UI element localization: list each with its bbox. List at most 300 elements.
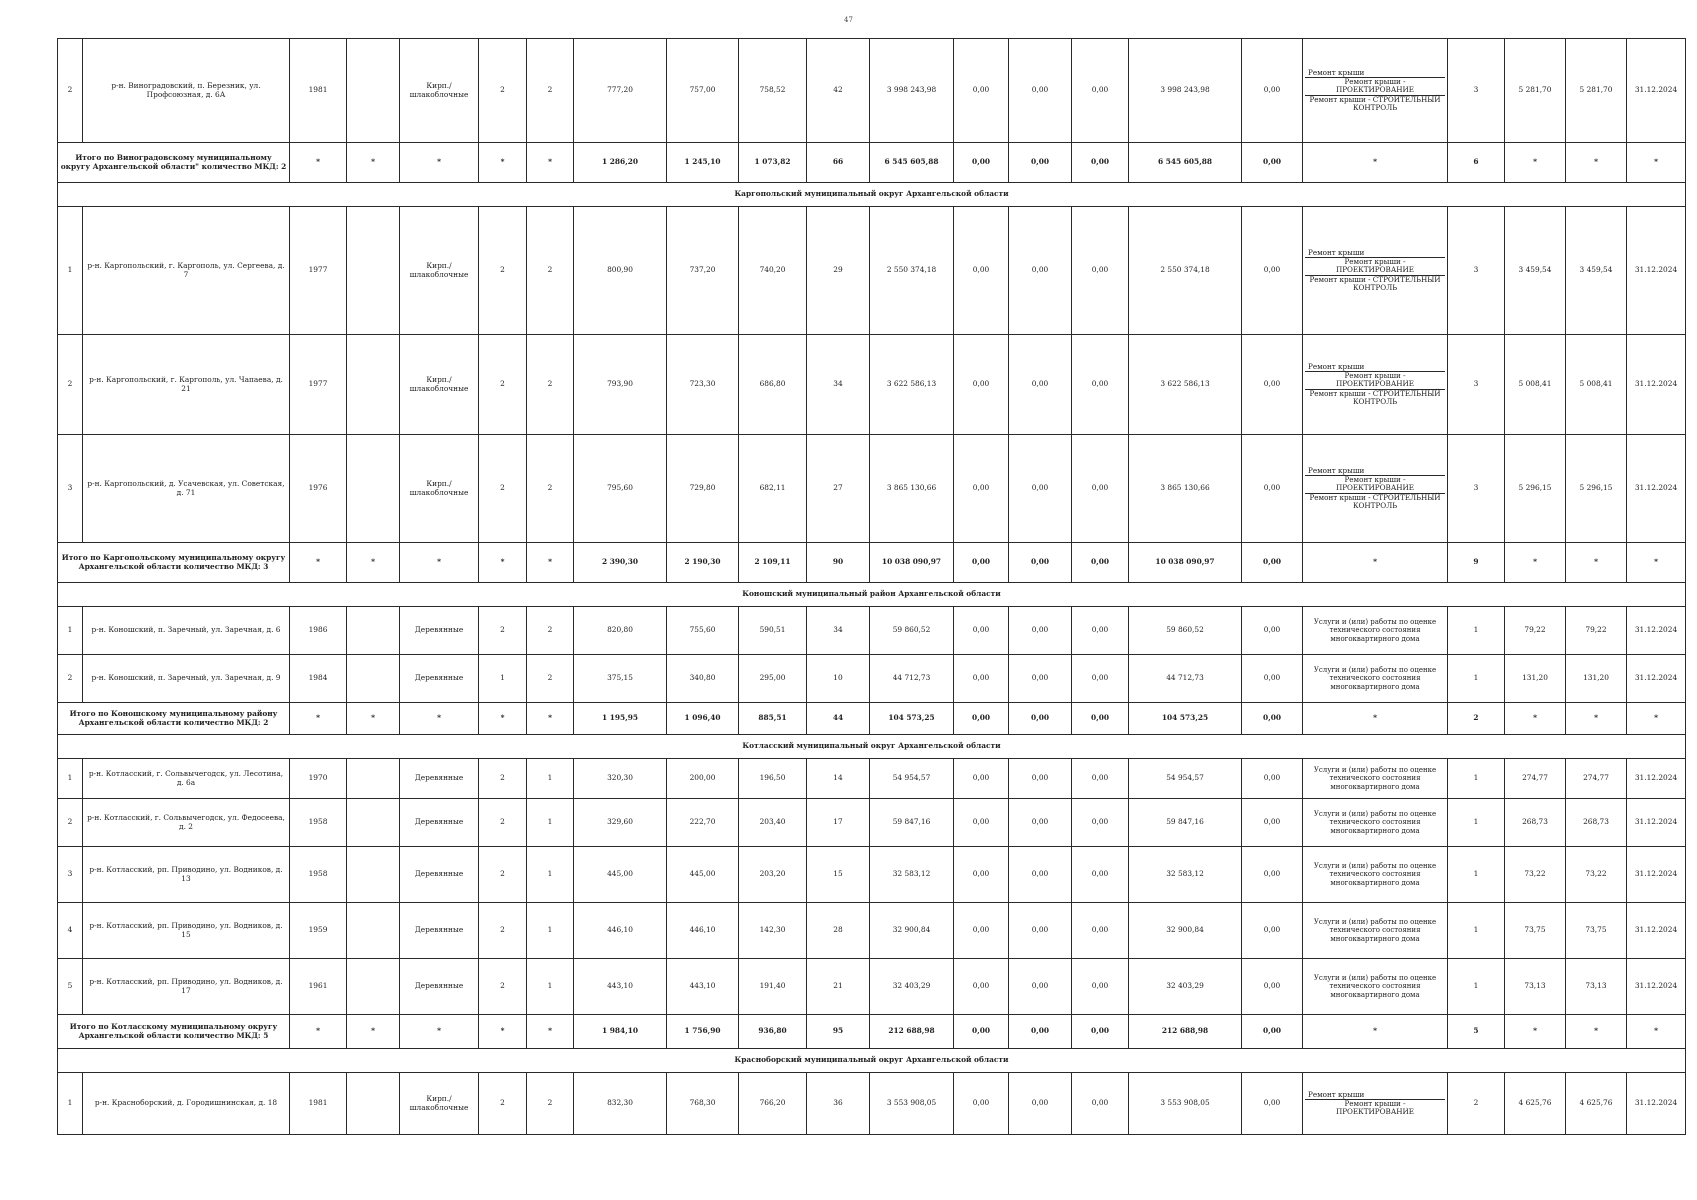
floors-count: 2 (479, 1073, 527, 1135)
value-f5: 0,00 (1242, 959, 1303, 1015)
value-people: 29 (807, 207, 870, 335)
value-a3: 766,20 (739, 1073, 807, 1135)
placeholder-star: * (1505, 703, 1566, 735)
works-count: 3 (1448, 39, 1505, 143)
placeholder-star: * (400, 543, 479, 583)
work-item: Ремонт крыши - ПРОЕКТИРОВАНИЕ (1305, 1099, 1445, 1117)
value-f2: 0,00 (1009, 759, 1072, 799)
floors-count: 2 (479, 207, 527, 335)
value-f5: 0,00 (1242, 847, 1303, 903)
value-a1: 793,90 (574, 335, 667, 435)
wall-material: Деревянные (400, 759, 479, 799)
total-a3: 2 109,11 (739, 543, 807, 583)
total-people: 44 (807, 703, 870, 735)
value-f3: 0,00 (1072, 655, 1129, 703)
placeholder-star: * (479, 143, 527, 183)
placeholder-star: * (1627, 1015, 1686, 1049)
total-label: Итого по Виноградовскому муниципальному округу Архангельской области" количество МКД: 2 (58, 143, 290, 183)
wall-material: Деревянные (400, 903, 479, 959)
total-a2: 1 756,90 (667, 1015, 739, 1049)
table-row (58, 607, 1686, 655)
total-people: 95 (807, 1015, 870, 1049)
capital-repair-register-table (57, 38, 1686, 1135)
max-unit-price: 274,77 (1566, 759, 1627, 799)
total-f4: 10 038 090,97 (1129, 543, 1242, 583)
empty-cell (347, 207, 400, 335)
total-f2: 0,00 (1009, 143, 1072, 183)
row-number: 5 (58, 959, 83, 1015)
placeholder-star: * (1627, 703, 1686, 735)
completion-date: 31.12.2024 (1627, 655, 1686, 703)
placeholder-star: * (527, 543, 574, 583)
works-count: 1 (1448, 607, 1505, 655)
table-body (58, 39, 1686, 1135)
placeholder-star: * (1566, 143, 1627, 183)
works-count: 1 (1448, 959, 1505, 1015)
works-count: 1 (1448, 759, 1505, 799)
placeholder-star: * (400, 1015, 479, 1049)
value-f5: 0,00 (1242, 39, 1303, 143)
total-cost: 212 688,98 (870, 1015, 954, 1049)
floors-count: 2 (479, 903, 527, 959)
row-number: 2 (58, 655, 83, 703)
value-f5: 0,00 (1242, 799, 1303, 847)
service-description: Услуги и (или) работы по оценке технического состояния многоквартирного дома (1303, 847, 1448, 903)
build-year: 1981 (290, 39, 347, 143)
total-f4: 212 688,98 (1129, 1015, 1242, 1049)
value-cost: 32 583,12 (870, 847, 954, 903)
value-a2: 446,10 (667, 903, 739, 959)
value-f5: 0,00 (1242, 903, 1303, 959)
build-year: 1961 (290, 959, 347, 1015)
max-unit-price: 268,73 (1566, 799, 1627, 847)
value-f1: 0,00 (954, 959, 1009, 1015)
value-a1: 445,00 (574, 847, 667, 903)
total-works-count: 9 (1448, 543, 1505, 583)
total-row (58, 1015, 1686, 1049)
placeholder-star: * (479, 543, 527, 583)
table-row (58, 1073, 1686, 1135)
value-people: 34 (807, 607, 870, 655)
value-f3: 0,00 (1072, 799, 1129, 847)
placeholder-star: * (527, 703, 574, 735)
value-f5: 0,00 (1242, 607, 1303, 655)
row-number: 3 (58, 435, 83, 543)
value-a1: 320,30 (574, 759, 667, 799)
value-a1: 795,60 (574, 435, 667, 543)
max-unit-price: 73,75 (1566, 903, 1627, 959)
value-cost: 3 622 586,13 (870, 335, 954, 435)
unit-price: 274,77 (1505, 759, 1566, 799)
placeholder-star: * (479, 703, 527, 735)
entrances-count: 2 (527, 1073, 574, 1135)
placeholder-star: * (290, 143, 347, 183)
table-row (58, 799, 1686, 847)
empty-cell (347, 759, 400, 799)
floors-count: 2 (479, 759, 527, 799)
completion-date: 31.12.2024 (1627, 335, 1686, 435)
value-f3: 0,00 (1072, 959, 1129, 1015)
row-number: 2 (58, 335, 83, 435)
page-number: 47 (844, 16, 853, 24)
total-a1: 1 286,20 (574, 143, 667, 183)
total-people: 66 (807, 143, 870, 183)
service-description: Услуги и (или) работы по оценке технического состояния многоквартирного дома (1303, 759, 1448, 799)
entrances-count: 1 (527, 759, 574, 799)
section-header-row (58, 183, 1686, 207)
build-year: 1958 (290, 847, 347, 903)
value-cost: 59 847,16 (870, 799, 954, 847)
value-f3: 0,00 (1072, 903, 1129, 959)
building-address: р-н. Котласский, рп. Приводино, ул. Водников, д. 15 (83, 903, 290, 959)
value-cost: 44 712,73 (870, 655, 954, 703)
build-year: 1959 (290, 903, 347, 959)
wall-material: Деревянные (400, 959, 479, 1015)
value-f1: 0,00 (954, 847, 1009, 903)
build-year: 1958 (290, 799, 347, 847)
placeholder-star: * (1505, 543, 1566, 583)
empty-cell (347, 799, 400, 847)
value-f1: 0,00 (954, 799, 1009, 847)
placeholder-star: * (527, 143, 574, 183)
section-header-row (58, 583, 1686, 607)
works-list (1305, 467, 1445, 510)
works-count: 3 (1448, 207, 1505, 335)
value-a1: 777,20 (574, 39, 667, 143)
total-f4: 6 545 605,88 (1129, 143, 1242, 183)
value-f4: 2 550 374,18 (1129, 207, 1242, 335)
total-label: Итого по Коношскому муниципальному району Архангельской области количество МКД: 2 (58, 703, 290, 735)
total-a1: 1 195,95 (574, 703, 667, 735)
entrances-count: 1 (527, 959, 574, 1015)
table-row (58, 903, 1686, 959)
work-item: Ремонт крыши - ПРОЕКТИРОВАНИЕ (1305, 257, 1445, 275)
building-address: р-н. Котласский, рп. Приводино, ул. Водников, д. 13 (83, 847, 290, 903)
build-year: 1986 (290, 607, 347, 655)
value-f2: 0,00 (1009, 847, 1072, 903)
placeholder-star: * (347, 143, 400, 183)
value-a1: 446,10 (574, 903, 667, 959)
value-f3: 0,00 (1072, 847, 1129, 903)
floors-count: 2 (479, 959, 527, 1015)
table-row (58, 655, 1686, 703)
placeholder-star: * (479, 1015, 527, 1049)
value-a2: 737,20 (667, 207, 739, 335)
entrances-count: 2 (527, 435, 574, 543)
wall-material: Деревянные (400, 655, 479, 703)
completion-date: 31.12.2024 (1627, 959, 1686, 1015)
entrances-count: 1 (527, 847, 574, 903)
empty-cell (347, 655, 400, 703)
work-item: Ремонт крыши - ПРОЕКТИРОВАНИЕ (1305, 475, 1445, 493)
section-header-row (58, 735, 1686, 759)
total-label: Итого по Каргопольскому муниципальному округу Архангельской области количество МКД: 3 (58, 543, 290, 583)
value-f1: 0,00 (954, 435, 1009, 543)
value-f5: 0,00 (1242, 1073, 1303, 1135)
floors-count: 2 (479, 799, 527, 847)
building-address: р-н. Котласский, г. Сольвычегодск, ул. Федосеева, д. 2 (83, 799, 290, 847)
total-a3: 885,51 (739, 703, 807, 735)
works-list (1305, 249, 1445, 292)
total-works-count: 6 (1448, 143, 1505, 183)
placeholder-star: * (1566, 703, 1627, 735)
value-a3: 295,00 (739, 655, 807, 703)
value-f5: 0,00 (1242, 759, 1303, 799)
wall-material: Кирп./ шлакоблочные (400, 39, 479, 143)
total-a3: 1 073,82 (739, 143, 807, 183)
work-item: Ремонт крыши (1308, 361, 1365, 371)
total-a3: 936,80 (739, 1015, 807, 1049)
placeholder-star: * (1566, 1015, 1627, 1049)
work-item: Ремонт крыши (1308, 1089, 1365, 1099)
placeholder-star: * (290, 703, 347, 735)
placeholder-star: * (400, 703, 479, 735)
max-unit-price: 5 281,70 (1566, 39, 1627, 143)
works-count: 1 (1448, 847, 1505, 903)
total-label: Итого по Котласскому муниципальному округу Архангельской области количество МКД: 5 (58, 1015, 290, 1049)
value-people: 15 (807, 847, 870, 903)
value-f1: 0,00 (954, 207, 1009, 335)
unit-price: 3 459,54 (1505, 207, 1566, 335)
total-f5: 0,00 (1242, 543, 1303, 583)
entrances-count: 2 (527, 39, 574, 143)
max-unit-price: 5 008,41 (1566, 335, 1627, 435)
wall-material: Кирп./ шлакоблочные (400, 207, 479, 335)
value-f3: 0,00 (1072, 1073, 1129, 1135)
value-f1: 0,00 (954, 903, 1009, 959)
value-a2: 768,30 (667, 1073, 739, 1135)
work-item: Ремонт крыши - ПРОЕКТИРОВАНИЕ (1305, 77, 1445, 95)
max-unit-price: 131,20 (1566, 655, 1627, 703)
wall-material: Деревянные (400, 847, 479, 903)
value-f2: 0,00 (1009, 959, 1072, 1015)
total-a1: 1 984,10 (574, 1015, 667, 1049)
building-address: р-н. Коношский, п. Заречный, ул. Заречная, д. 6 (83, 607, 290, 655)
value-a2: 443,10 (667, 959, 739, 1015)
build-year: 1977 (290, 207, 347, 335)
value-a3: 590,51 (739, 607, 807, 655)
work-item: Ремонт крыши - СТРОИТЕЛЬНЫЙ КОНТРОЛЬ (1305, 389, 1445, 407)
empty-cell (347, 607, 400, 655)
value-cost: 3 553 908,05 (870, 1073, 954, 1135)
value-a2: 723,30 (667, 335, 739, 435)
value-f5: 0,00 (1242, 435, 1303, 543)
value-f1: 0,00 (954, 607, 1009, 655)
max-unit-price: 73,22 (1566, 847, 1627, 903)
total-row (58, 703, 1686, 735)
value-a2: 200,00 (667, 759, 739, 799)
value-a3: 142,30 (739, 903, 807, 959)
value-f3: 0,00 (1072, 207, 1129, 335)
section-title: Красноборский муниципальный округ Архангельской области (58, 1049, 1686, 1073)
total-f2: 0,00 (1009, 1015, 1072, 1049)
unit-price: 4 625,76 (1505, 1073, 1566, 1135)
value-cost: 32 900,84 (870, 903, 954, 959)
row-number: 4 (58, 903, 83, 959)
value-people: 34 (807, 335, 870, 435)
works-list-cell (1303, 1073, 1448, 1135)
building-address: р-н. Коношский, п. Заречный, ул. Заречная, д. 9 (83, 655, 290, 703)
value-a1: 329,60 (574, 799, 667, 847)
total-works-count: 2 (1448, 703, 1505, 735)
total-a2: 2 190,30 (667, 543, 739, 583)
table-row (58, 335, 1686, 435)
value-people: 27 (807, 435, 870, 543)
empty-cell (347, 959, 400, 1015)
building-address: р-н. Каргопольский, д. Усачевская, ул. Советская, д. 71 (83, 435, 290, 543)
value-a3: 682,11 (739, 435, 807, 543)
works-list (1305, 69, 1445, 112)
entrances-count: 2 (527, 207, 574, 335)
row-number: 1 (58, 207, 83, 335)
wall-material: Деревянные (400, 799, 479, 847)
value-f3: 0,00 (1072, 39, 1129, 143)
value-cost: 2 550 374,18 (870, 207, 954, 335)
table-row (58, 207, 1686, 335)
value-cost: 3 865 130,66 (870, 435, 954, 543)
completion-date: 31.12.2024 (1627, 1073, 1686, 1135)
building-address: р-н. Каргопольский, г. Каргополь, ул. Чапаева, д. 21 (83, 335, 290, 435)
value-f4: 3 553 908,05 (1129, 1073, 1242, 1135)
value-f4: 54 954,57 (1129, 759, 1242, 799)
building-address: р-н. Каргопольский, г. Каргополь, ул. Сергеева, д. 7 (83, 207, 290, 335)
floors-count: 2 (479, 847, 527, 903)
total-a1: 2 390,30 (574, 543, 667, 583)
max-unit-price: 3 459,54 (1566, 207, 1627, 335)
floors-count: 2 (479, 335, 527, 435)
works-list (1305, 363, 1445, 406)
floors-count: 2 (479, 435, 527, 543)
value-f2: 0,00 (1009, 207, 1072, 335)
works-count: 1 (1448, 799, 1505, 847)
unit-price: 73,75 (1505, 903, 1566, 959)
value-f4: 44 712,73 (1129, 655, 1242, 703)
wall-material: Кирп./ шлакоблочные (400, 435, 479, 543)
completion-date: 31.12.2024 (1627, 207, 1686, 335)
max-unit-price: 5 296,15 (1566, 435, 1627, 543)
max-unit-price: 73,13 (1566, 959, 1627, 1015)
table-row (58, 759, 1686, 799)
value-a2: 729,80 (667, 435, 739, 543)
build-year: 1970 (290, 759, 347, 799)
completion-date: 31.12.2024 (1627, 607, 1686, 655)
value-a3: 191,40 (739, 959, 807, 1015)
total-f1: 0,00 (954, 543, 1009, 583)
value-f1: 0,00 (954, 655, 1009, 703)
placeholder-star: * (400, 143, 479, 183)
value-f3: 0,00 (1072, 435, 1129, 543)
value-people: 36 (807, 1073, 870, 1135)
unit-price: 79,22 (1505, 607, 1566, 655)
value-cost: 59 860,52 (870, 607, 954, 655)
total-f2: 0,00 (1009, 703, 1072, 735)
placeholder-star: * (1505, 143, 1566, 183)
placeholder-star: * (347, 543, 400, 583)
row-number: 1 (58, 1073, 83, 1135)
build-year: 1984 (290, 655, 347, 703)
building-address: р-н. Виноградовский, п. Березник, ул. Профсоюзная, д. 6А (83, 39, 290, 143)
placeholder-star: * (1505, 1015, 1566, 1049)
service-description: Услуги и (или) работы по оценке технического состояния многоквартирного дома (1303, 607, 1448, 655)
value-a2: 340,80 (667, 655, 739, 703)
total-f5: 0,00 (1242, 143, 1303, 183)
works-count: 1 (1448, 655, 1505, 703)
row-number: 1 (58, 607, 83, 655)
wall-material: Деревянные (400, 607, 479, 655)
value-a3: 203,20 (739, 847, 807, 903)
total-f3: 0,00 (1072, 543, 1129, 583)
value-f1: 0,00 (954, 335, 1009, 435)
work-item: Ремонт крыши (1308, 247, 1365, 257)
value-f2: 0,00 (1009, 607, 1072, 655)
section-title: Коношский муниципальный район Архангельской области (58, 583, 1686, 607)
value-people: 14 (807, 759, 870, 799)
row-number: 2 (58, 39, 83, 143)
value-f2: 0,00 (1009, 903, 1072, 959)
value-f2: 0,00 (1009, 335, 1072, 435)
completion-date: 31.12.2024 (1627, 435, 1686, 543)
placeholder-star: * (1303, 543, 1448, 583)
total-f5: 0,00 (1242, 703, 1303, 735)
placeholder-star: * (1303, 143, 1448, 183)
placeholder-star: * (1627, 543, 1686, 583)
section-title: Котласский муниципальный округ Архангельской области (58, 735, 1686, 759)
table-row (58, 435, 1686, 543)
value-f2: 0,00 (1009, 39, 1072, 143)
total-f1: 0,00 (954, 143, 1009, 183)
total-f1: 0,00 (954, 1015, 1009, 1049)
total-row (58, 143, 1686, 183)
value-f4: 59 860,52 (1129, 607, 1242, 655)
completion-date: 31.12.2024 (1627, 847, 1686, 903)
section-header-row (58, 1049, 1686, 1073)
placeholder-star: * (290, 543, 347, 583)
value-a1: 443,10 (574, 959, 667, 1015)
entrances-count: 2 (527, 607, 574, 655)
empty-cell (347, 903, 400, 959)
row-number: 3 (58, 847, 83, 903)
value-f5: 0,00 (1242, 335, 1303, 435)
completion-date: 31.12.2024 (1627, 799, 1686, 847)
value-cost: 3 998 243,98 (870, 39, 954, 143)
total-people: 90 (807, 543, 870, 583)
empty-cell (347, 1073, 400, 1135)
value-a2: 445,00 (667, 847, 739, 903)
unit-price: 5 008,41 (1505, 335, 1566, 435)
value-f3: 0,00 (1072, 607, 1129, 655)
row-number: 1 (58, 759, 83, 799)
total-f1: 0,00 (954, 703, 1009, 735)
table-row (58, 847, 1686, 903)
works-list-cell (1303, 335, 1448, 435)
completion-date: 31.12.2024 (1627, 903, 1686, 959)
value-f4: 3 865 130,66 (1129, 435, 1242, 543)
value-f2: 0,00 (1009, 1073, 1072, 1135)
max-unit-price: 4 625,76 (1566, 1073, 1627, 1135)
total-a2: 1 096,40 (667, 703, 739, 735)
building-address: р-н. Котласский, рп. Приводино, ул. Водников, д. 17 (83, 959, 290, 1015)
value-f5: 0,00 (1242, 655, 1303, 703)
placeholder-star: * (347, 703, 400, 735)
work-item: Ремонт крыши - СТРОИТЕЛЬНЫЙ КОНТРОЛЬ (1305, 493, 1445, 511)
total-cost: 10 038 090,97 (870, 543, 954, 583)
service-description: Услуги и (или) работы по оценке технического состояния многоквартирного дома (1303, 903, 1448, 959)
total-f5: 0,00 (1242, 1015, 1303, 1049)
value-a1: 375,15 (574, 655, 667, 703)
value-f1: 0,00 (954, 1073, 1009, 1135)
value-a1: 832,30 (574, 1073, 667, 1135)
value-f4: 32 583,12 (1129, 847, 1242, 903)
